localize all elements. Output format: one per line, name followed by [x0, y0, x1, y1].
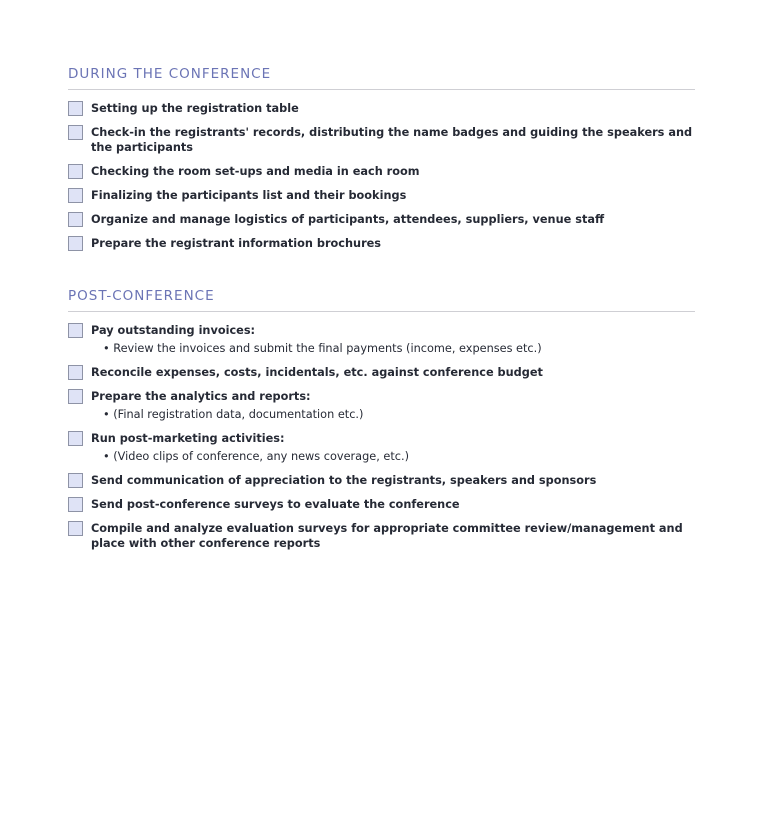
checkbox[interactable] [68, 323, 83, 338]
checklist-item [68, 389, 695, 422]
checklist-item [68, 323, 695, 356]
item-label: Finalizing the participants list and their bookings [91, 189, 407, 202]
checklist-item [68, 365, 695, 380]
section-during-conference [68, 66, 695, 260]
item-content [91, 473, 596, 488]
checklist-item [68, 473, 695, 488]
checkbox[interactable] [68, 473, 83, 488]
item-content [91, 101, 299, 116]
item-content [91, 365, 543, 380]
item-label: Compile and analyze evaluation surveys for appropriate committee review/management and place with other conference reports [91, 522, 683, 550]
item-label: Reconcile expenses, costs, incidentals, etc. against conference budget [91, 366, 543, 379]
checklist [68, 101, 695, 251]
item-label: Send post-conference surveys to evaluate the conference [91, 498, 460, 511]
item-label: Run post-marketing activities: [91, 432, 285, 445]
checklist-item [68, 212, 695, 227]
item-content [91, 389, 363, 422]
checkbox[interactable] [68, 236, 83, 251]
checklist-item [68, 236, 695, 251]
item-subpoint: • Review the invoices and submit the final payments (income, expenses etc.) [91, 341, 542, 356]
item-label: Pay outstanding invoices: [91, 324, 256, 337]
item-label: Organize and manage logistics of participants, attendees, suppliers, venue staff [91, 213, 605, 226]
checklist-item [68, 497, 695, 512]
checklist-item [68, 521, 695, 551]
checkbox[interactable] [68, 188, 83, 203]
item-content [91, 125, 695, 155]
checklist-item [68, 125, 695, 155]
item-content [91, 323, 542, 356]
checklist-item [68, 101, 695, 116]
item-label: Send communication of appreciation to the registrants, speakers and sponsors [91, 474, 597, 487]
item-content [91, 188, 406, 203]
checkbox[interactable] [68, 431, 83, 446]
checkbox[interactable] [68, 101, 83, 116]
item-content [91, 212, 604, 227]
checkbox[interactable] [68, 212, 83, 227]
item-content [91, 431, 409, 464]
item-label: Checking the room set-ups and media in each room [91, 165, 420, 178]
checklist [68, 323, 695, 551]
checklist-item [68, 188, 695, 203]
checklist-item [68, 164, 695, 179]
item-content [91, 164, 420, 179]
item-content [91, 236, 381, 251]
checkbox[interactable] [68, 365, 83, 380]
item-content [91, 521, 695, 551]
item-label: Check-in the registrants' records, distributing the name badges and guiding the speakers and the participants [91, 126, 693, 154]
section-post-conference [68, 288, 695, 560]
section-heading: POST-CONFERENCE [68, 288, 695, 312]
checkbox[interactable] [68, 125, 83, 140]
item-subpoint: • (Video clips of conference, any news coverage, etc.) [91, 449, 409, 464]
checkbox[interactable] [68, 497, 83, 512]
item-label: Setting up the registration table [91, 102, 299, 115]
checkbox[interactable] [68, 521, 83, 536]
item-content [91, 497, 460, 512]
checkbox[interactable] [68, 164, 83, 179]
section-heading: DURING THE CONFERENCE [68, 66, 695, 90]
checklist-item [68, 431, 695, 464]
item-label: Prepare the registrant information brochures [91, 237, 382, 250]
item-subpoint: • (Final registration data, documentation etc.) [91, 407, 363, 422]
item-label: Prepare the analytics and reports: [91, 390, 311, 403]
checkbox[interactable] [68, 389, 83, 404]
